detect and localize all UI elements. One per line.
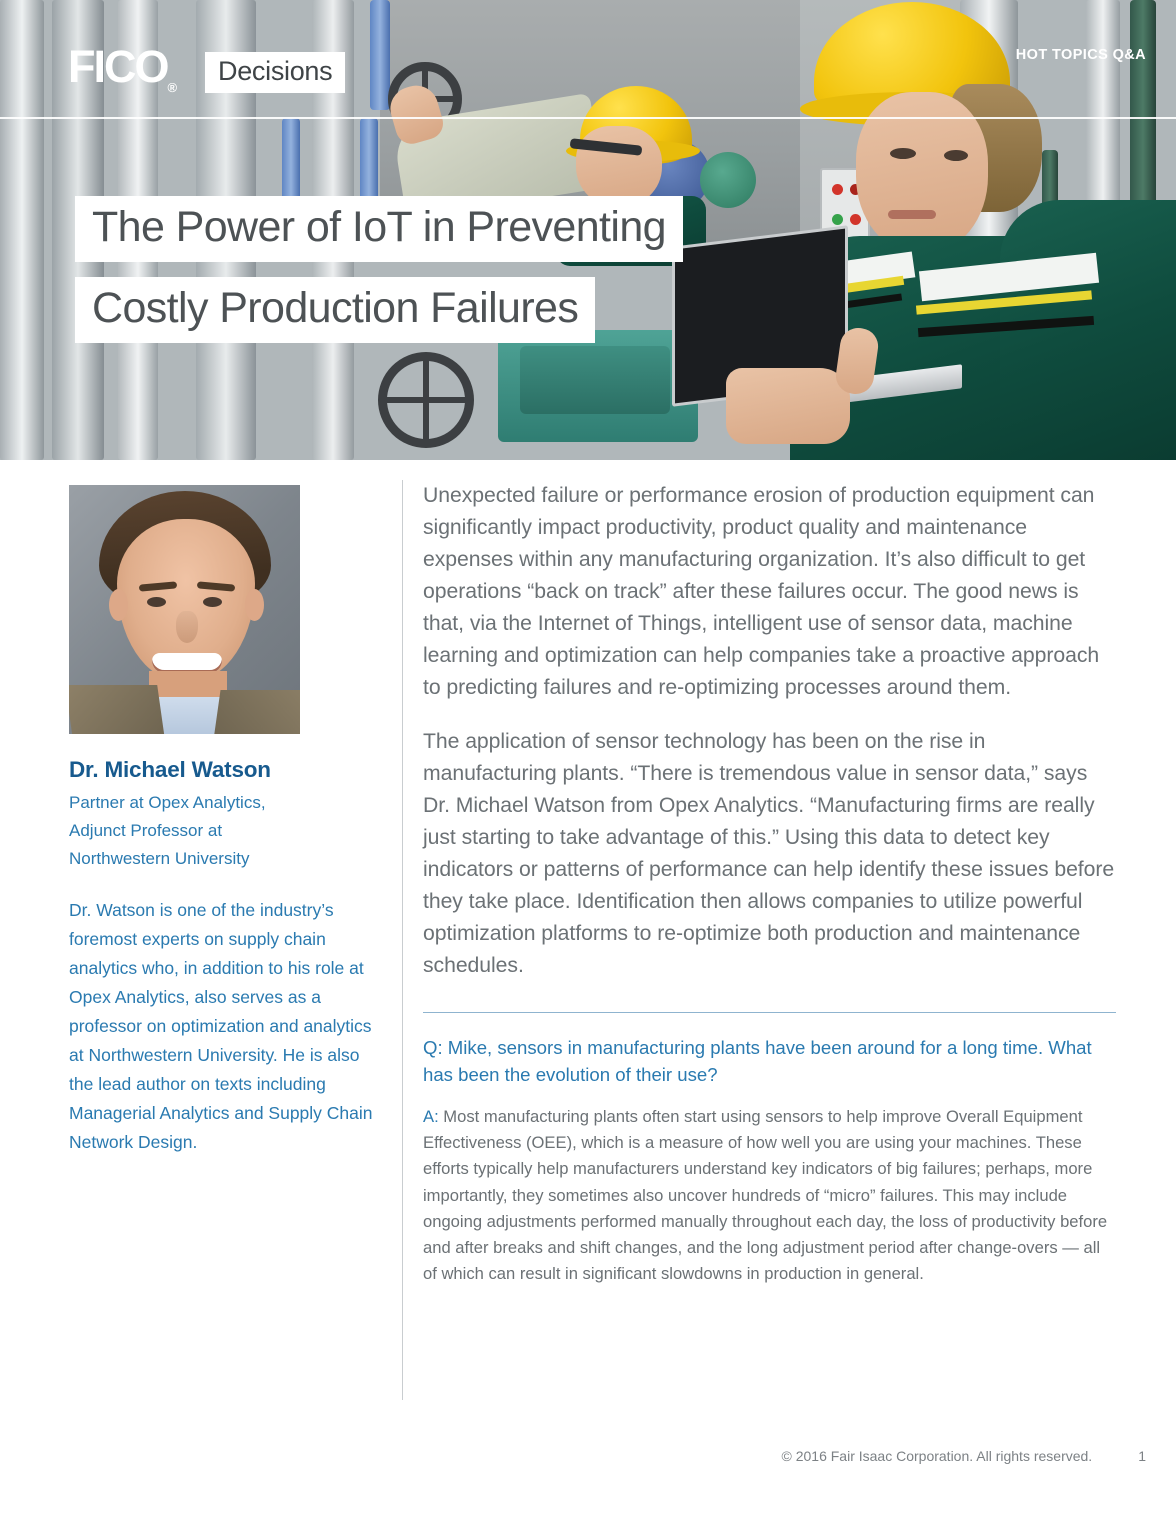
column-divider bbox=[402, 480, 403, 1400]
qa-question: Q: Mike, sensors in manufacturing plants have been around for a long time. What has been the evolution of their use? bbox=[423, 1037, 1092, 1085]
intro-paragraph-2: The application of sensor technology has been on the rise in manufacturing plants. “There is tremendous value in sensor data,” says Dr. Michael Watson from Opex Analytics. “Manufacturing firms are really just starting to take advantage of this.” Using this data to detect key indicators or patterns of performance can help identify these issues before they take place. Identification then allows companies to utilize powerful optimization platforms to re-optimize both production and maintenance schedules. bbox=[423, 730, 1115, 978]
status-led-red bbox=[850, 214, 861, 225]
valve-wheel bbox=[378, 352, 474, 448]
author-role-line: Northwestern University bbox=[69, 849, 250, 869]
qa-section-rule bbox=[423, 1012, 1116, 1013]
portrait-jacket-right bbox=[213, 690, 300, 734]
hero-divider-rule bbox=[0, 117, 1176, 119]
portrait-eye-right bbox=[203, 597, 222, 607]
author-role-line: Adjunct Professor at bbox=[69, 821, 223, 841]
fico-logo bbox=[68, 41, 178, 95]
worker-hand bbox=[726, 368, 850, 444]
intro-paragraph-1: Unexpected failure or performance erosion of production equipment can significantly impact productivity, product quality and maintenance expenses within any manufacturing organization. It’s also difficult to get operations “back on track” after these failures occur. The good news is that, via the Internet of Things, intelligent use of sensor data, machine learning and optimization can help companies take a proactive approach to predicting failures and re-optimizing processes around them. bbox=[423, 484, 1100, 700]
copyright-notice: © 2016 Fair Isaac Corporation. All rights reserved. bbox=[781, 1448, 1093, 1464]
worker-eye bbox=[944, 150, 968, 161]
author-sidebar bbox=[69, 485, 379, 1157]
worker-eye bbox=[890, 148, 916, 159]
article-body bbox=[423, 480, 1116, 1287]
worker-mouth bbox=[888, 210, 936, 219]
portrait-eye-left bbox=[147, 597, 166, 607]
page-title-line-1: The Power of IoT in Preventing bbox=[75, 196, 683, 262]
fico-logo-text: FICO bbox=[68, 41, 168, 92]
steel-pipe bbox=[0, 0, 44, 460]
author-bio: Dr. Watson is one of the industry’s foremost experts on supply chain analytics who, in addition to his role at Opex Analytics, also serves as a professor on optimization and analytics at Northwestern University. He is also the lead author on texts including Managerial Analytics and Supply Chain Network Design. bbox=[69, 899, 373, 1153]
hot-topics-eyebrow: HOT TOPICS Q&A bbox=[1015, 47, 1146, 63]
page-title-line-2: Costly Production Failures bbox=[75, 277, 595, 343]
hero-banner bbox=[0, 0, 1176, 460]
qa-answer-label: A: bbox=[423, 1107, 439, 1127]
page-footer bbox=[0, 1448, 1176, 1464]
process-machine-housing bbox=[520, 346, 670, 414]
page-number: 1 bbox=[1138, 1448, 1146, 1464]
status-led-red bbox=[832, 184, 843, 195]
portrait-smile bbox=[152, 653, 222, 673]
qa-answer bbox=[423, 1104, 1116, 1287]
pipe-flange bbox=[700, 152, 756, 208]
status-led-green bbox=[832, 214, 843, 225]
author-portrait bbox=[69, 485, 300, 734]
decisions-badge-label: Decisions bbox=[218, 56, 333, 86]
portrait-jacket-left bbox=[69, 685, 165, 734]
portrait-ear-left bbox=[109, 589, 128, 621]
worker-uniform-shoulder bbox=[1000, 200, 1176, 460]
author-role bbox=[69, 789, 379, 874]
decisions-badge bbox=[205, 52, 345, 93]
author-role-line: Partner at Opex Analytics, bbox=[69, 793, 266, 812]
portrait-nose bbox=[176, 611, 198, 643]
registered-trademark-icon: ® bbox=[167, 80, 178, 95]
author-name: Dr. Michael Watson bbox=[69, 757, 271, 782]
qa-answer-text: Most manufacturing plants often start using sensors to help improve Overall Equipment Effectiveness (OEE), which is a measure of how well you are using your machines. These efforts typically help manufacturers understand key indicators of big failures; perhaps, more importantly, they sometimes also uncover hundreds of “micro” failures. This may include ongoing adjustments performed manually throughout each day, the loss of productivity before and after breaks and shift changes, and the long adjustment period after change-overs — all of which can result in significant slowdowns in production in general. bbox=[423, 1107, 1108, 1284]
blue-pipe bbox=[370, 0, 390, 110]
portrait-ear-right bbox=[245, 589, 264, 621]
